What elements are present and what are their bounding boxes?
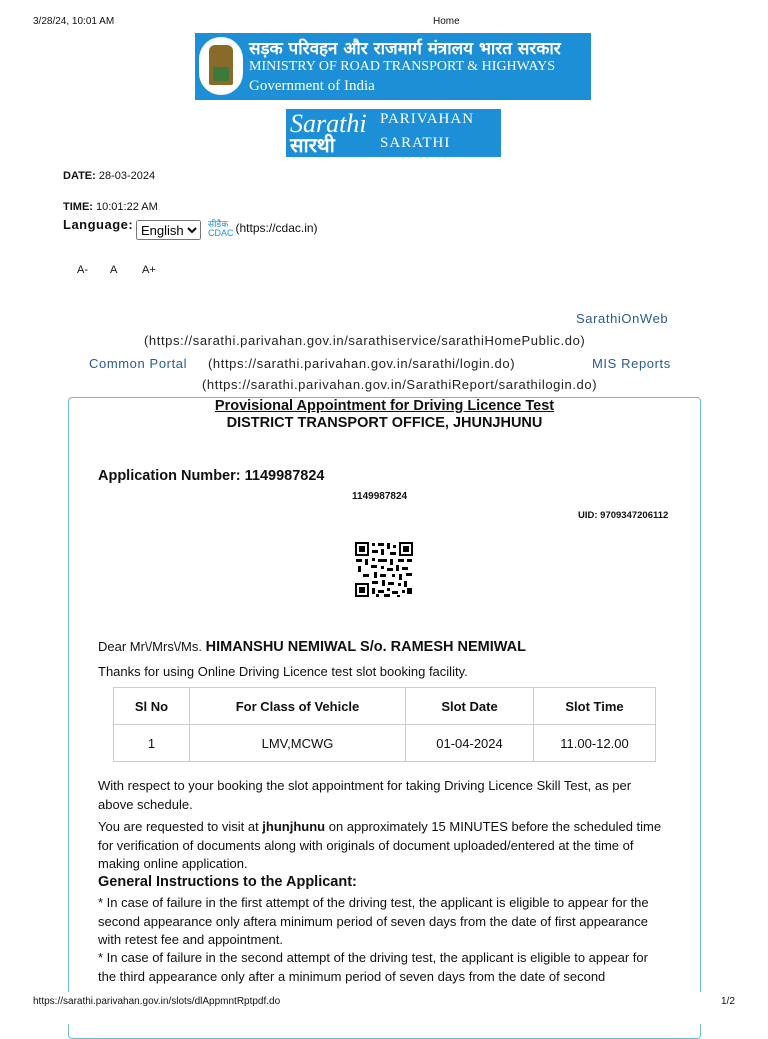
applicant-name: HIMANSHU NEMIWAL S/o. RAMESH NEMIWAL xyxy=(205,639,526,655)
thanks-text: Thanks for using Online Driving Licence test slot booking facility. xyxy=(98,664,468,679)
language-select[interactable] xyxy=(136,220,201,240)
cdac-logo-hi: सीडैक xyxy=(208,219,229,229)
banner-hindi: सड़क परिवहन और राजमार्ग मंत्रालय भारत सरकार xyxy=(249,39,561,59)
instructions-heading: General Instructions to the Applicant: xyxy=(98,874,357,890)
sarathi-logo xyxy=(286,109,501,157)
mis-reports-link[interactable]: MIS Reports xyxy=(592,356,671,371)
mis-reports-url: (https://sarathi.parivahan.gov.in/SarathiReport/sarathilogin.do) xyxy=(202,377,598,392)
application-number: 1149987824 xyxy=(352,491,408,502)
sarathi-logo-hi: सारथी xyxy=(290,133,335,157)
print-footer xyxy=(0,992,768,1024)
cell-class-of-vehicle: LMV,MCWG xyxy=(190,725,406,762)
print-footer-url: https://sarathi.parivahan.gov.in/slots/dlAppmntRptpdf.do xyxy=(33,996,281,1007)
header-slot-date: Slot Date xyxy=(406,688,534,725)
visit-place: jhunjhunu xyxy=(262,819,326,834)
visit-text-start: You are requested to visit at xyxy=(98,819,263,834)
cell-sl-no: 1 xyxy=(114,725,190,762)
banner-english: MINISTRY OF ROAD TRANSPORT & HIGHWAYS xyxy=(249,59,556,74)
print-datetime: 3/28/24, 10:01 AM xyxy=(33,16,115,27)
sarathi-on-web-link[interactable]: SarathiOnWeb xyxy=(576,311,669,326)
instruction-1: * In case of failure in the first attempt of the driving test, the applicant is eligible to appear for the second appearance only aftera minimum period of seven days from the date of first appearance with retest fee and appointment. xyxy=(98,895,649,947)
application-number-heading: Application Number: 1149987824 xyxy=(98,468,325,484)
cdac-logo-icon xyxy=(208,220,234,238)
sarathi-on-web-url: (https://sarathi.parivahan.gov.in/sarathiservice/sarathiHomePublic.do) xyxy=(144,333,586,348)
common-portal-link[interactable]: Common Portal xyxy=(89,356,188,371)
qr-code-icon xyxy=(354,541,414,598)
font-reset-button[interactable]: A xyxy=(110,264,118,276)
appointment-card xyxy=(68,397,701,1039)
instruction-2: * In case of failure in the second attempt of the driving test, the applicant is eligible to appear for the third appearance only after a minimum period of seven days from the date of second xyxy=(98,950,648,984)
language-label: Language: xyxy=(63,217,134,232)
visit-paragraph xyxy=(98,818,668,874)
header-slot-time: Slot Time xyxy=(534,688,656,725)
greeting-line xyxy=(98,639,526,655)
time-label: TIME: xyxy=(63,201,93,213)
header-sl-no: Sl No xyxy=(114,688,190,725)
print-footer-page: 1/2 xyxy=(721,996,735,1007)
greeting-prefix: Dear Mr\/Mrs\/Ms. xyxy=(98,639,202,654)
cdac-url: (https://cdac.in) xyxy=(235,221,318,236)
cell-slot-time: 11.00-12.00 xyxy=(534,725,656,762)
sarathi-logo-en: Sarathi xyxy=(290,109,367,138)
slot-table xyxy=(113,687,656,762)
date-row xyxy=(63,170,155,182)
office-name: DISTRICT TRANSPORT OFFICE, JHUNJHUNU xyxy=(226,415,543,431)
ministry-banner xyxy=(195,33,591,100)
print-title: Home xyxy=(433,16,460,27)
booking-paragraph: With respect to your booking the slot appointment for taking Driving Licence Skill Test, as per above schedule. xyxy=(98,778,632,812)
sarathi-line1: PARIVAHAN xyxy=(380,111,475,127)
header-class-of-vehicle: For Class of Vehicle xyxy=(190,688,406,725)
font-increase-button[interactable]: A+ xyxy=(142,264,156,276)
cell-slot-date: 01-04-2024 xyxy=(406,725,534,762)
appointment-title: Provisional Appointment for Driving Licence Test xyxy=(214,398,555,414)
slot-table-header-row xyxy=(114,688,656,725)
cdac-logo-en: CDAC xyxy=(208,228,234,238)
sarathi-line2: SARATHI xyxy=(380,135,451,151)
banner-gov: Government of India xyxy=(249,78,375,94)
font-decrease-button[interactable]: A- xyxy=(77,264,88,276)
date-value: 28-03-2024 xyxy=(98,170,156,182)
time-value: 10:01:22 AM xyxy=(96,201,158,213)
date-label: DATE: xyxy=(63,170,96,182)
time-row xyxy=(63,201,158,213)
uid-number: UID: 9709347206112 xyxy=(578,510,669,521)
common-portal-url: (https://sarathi.parivahan.gov.in/sarathi/login.do) xyxy=(208,356,516,371)
table-row xyxy=(114,725,656,762)
visit-text-end: on approximately 15 MINUTES before the scheduled time for verification of documents along with originals of document uploaded/entered at the time of making online application. xyxy=(98,819,662,871)
cdac-link[interactable] xyxy=(208,220,318,238)
national-emblem-icon xyxy=(199,37,243,95)
